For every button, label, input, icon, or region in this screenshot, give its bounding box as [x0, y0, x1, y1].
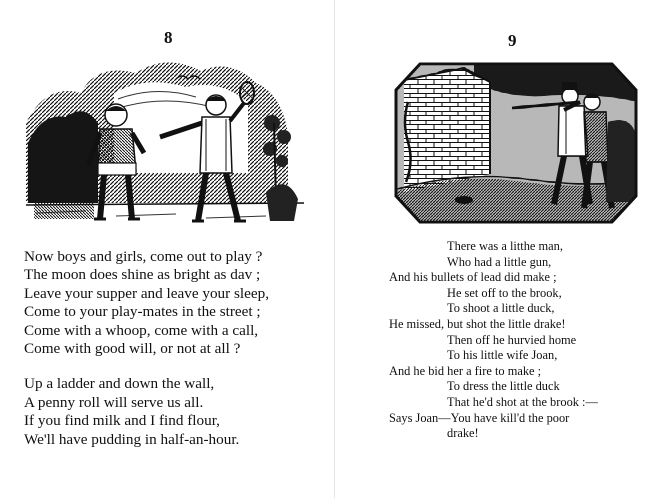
poem-line: He set off to the brook, — [447, 285, 562, 300]
nursery-rhyme-left — [24, 248, 329, 449]
nursery-rhyme-right — [389, 239, 667, 442]
poem-line: Leave your supper and leave your sleep, — [24, 284, 270, 302]
poem-line: To his little wife Joan, — [447, 348, 558, 363]
poem-line: He missed, but shot the little drake! — [389, 316, 566, 331]
poem-line: Then off he hurvied home — [447, 332, 577, 347]
poem-line: drake! — [447, 426, 479, 441]
stanza-gap — [24, 358, 329, 375]
poem-line: Now boys and girls, come out to play ? — [24, 248, 263, 265]
poem-line: We'll have pudding in half-an-hour. — [24, 430, 240, 448]
woodcut-children-playing-illustration — [26, 53, 304, 233]
poem-line: If you find milk and I find flour, — [24, 412, 220, 430]
poem-line: Come with good will, or not at all ? — [24, 339, 241, 357]
poem-line: To shoot a little duck, — [447, 301, 555, 316]
poem-line: To dress the little duck — [447, 379, 560, 394]
right-page — [335, 0, 669, 498]
poem-line: Come to your play-mates in the street ; — [24, 303, 261, 321]
poem-line: And he bid her a fire to make ; — [389, 363, 542, 378]
woodcut-man-with-gun-illustration — [394, 62, 638, 224]
poem-line: And his bullets of lead did make ; — [389, 270, 557, 285]
poem-line: There was a litthe man, — [447, 239, 563, 253]
poem-line: The moon does shine as bright as dav ; — [24, 266, 261, 284]
poem-line: Who had a little gun, — [447, 254, 552, 269]
page-number: 9 — [508, 31, 517, 50]
page-number: 8 — [164, 28, 173, 47]
poem-line: Come with a whoop, come with a call, — [24, 321, 259, 339]
poem-line: Says Joan—You have kill'd the poor — [389, 410, 570, 425]
poem-line: A penny roll will serve us all. — [24, 393, 204, 411]
poem-line: Up a ladder and down the wall, — [24, 375, 215, 393]
poem-line: That he'd shot at the brook :— — [447, 394, 598, 409]
